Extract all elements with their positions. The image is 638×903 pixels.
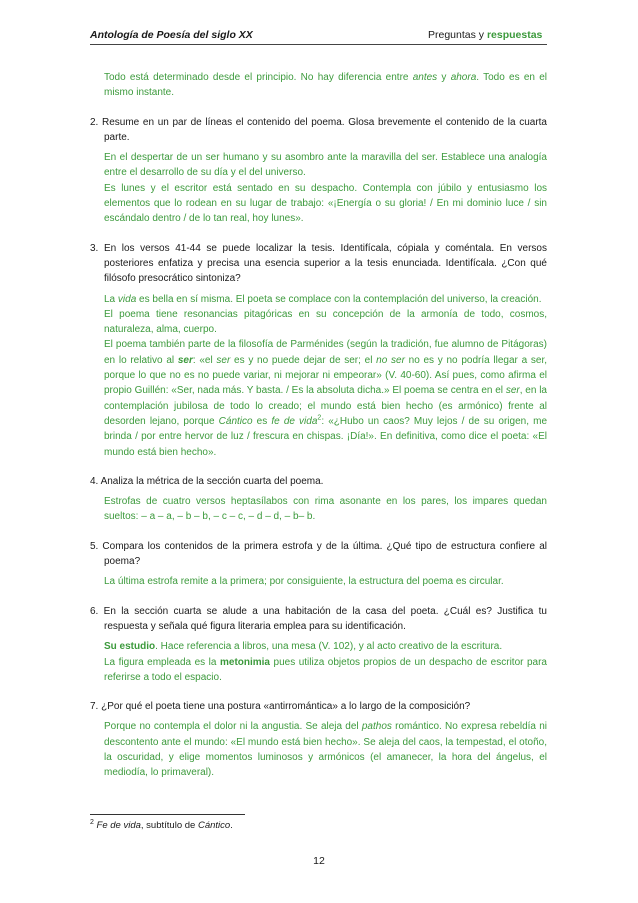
- answer-3-p3: [104, 337, 547, 459]
- answer-3-p2: El poema tiene resonancias pitagóricas en su concepción de la armonía de todo, cosmos, naturaleza, alma, cuerpo.: [104, 308, 547, 336]
- text-run: antes: [412, 72, 438, 83]
- text-run: romántico. No expresa rebeldía ni descontento ante el mundo: «El mundo está bien hecho». Se aleja del caos, la tempestad, el otoño, la oscuridad, y elige momentos luminosos y armónicos (el amanecer, la hora del ángelus, el mediodía, lo primaveral).: [104, 721, 547, 779]
- text-run: , en la contemplación jubilosa de todo lo creado; el mundo está bien hecho (es armónico) frente al desorden lejano, porque: [104, 385, 547, 427]
- text-run: no es y no podría llegar a ser, porque lo que no es no puede variar, ni mejorar ni empeorar» (V. 40-60). Así pues, como afirma el propio Guillén: «Ser, nada más. Y basta. / Es la absoluta dicha.» El poema se centra en el: [104, 354, 548, 397]
- answer-2: [90, 150, 547, 226]
- footnote-divider: [90, 814, 245, 815]
- text-run: Todo está determinado desde el principio. No hay diferencia entre: [104, 72, 413, 83]
- question-4: 4. Analiza la métrica de la sección cuarta del poema.: [90, 475, 324, 487]
- text-run: pathos: [361, 721, 392, 733]
- text-run: es y no puede dejar de ser; el: [230, 354, 377, 366]
- answer-2-p1: En el despertar de un ser humano y su asombro ante la maravilla del ser. Establece una analogía entre el desarrollo de su día y el del universo.: [104, 152, 547, 179]
- text-run: , subtítulo de: [140, 820, 198, 831]
- answer-6-p2: [104, 655, 547, 686]
- text-run: La figura empleada es la: [104, 656, 220, 668]
- page-content: [90, 70, 547, 795]
- text-run: .: [230, 820, 233, 831]
- text-run: : «¿Hubo un caos? Muy lejos / de su origen, me brinda / por entre hervor de luz / frescura en chispas. ¡Día!». En definitiva, como dice el poeta: «El mundo está bien hecho».: [104, 415, 548, 458]
- question-6: 6. En la sección cuarta se alude a una habitación de la casa del poeta. ¿Cuál es? Justifica tu respuesta y señala qué figura literaria emplea para su identificación.: [90, 605, 547, 632]
- page-number: 12: [313, 855, 325, 867]
- page-header: [90, 28, 547, 45]
- text-run: ser: [177, 354, 193, 366]
- text-run: es bella en sí misma. El poeta se complace con la contemplación del universo, la creación.: [136, 293, 542, 305]
- text-run: El poema también parte de la filosofía de Parménides (según la tradición, fue alumno de Pitágoras) en lo relativo al: [104, 339, 547, 366]
- text-run: . Hace referencia a libros, una mesa (V. 102), y al acto creativo de la escritura.: [155, 641, 503, 653]
- text-run: pues utiliza objetos propios de un despacho de escritor para referirse a todo el espacio.: [104, 656, 547, 683]
- answer-7: [90, 719, 547, 780]
- answer-4-text: Estrofas de cuatro versos heptasílabos con rima asonante en los pares, los impares quedan sueltos: – a – a, – b – b, – c – c, – d – d, – b– b.: [104, 496, 547, 523]
- text-run: La: [104, 293, 118, 305]
- question-2: 2. Resume en un par de líneas el contenido del poema. Glosa brevemente el contenido de la cuarta parte.: [90, 116, 547, 143]
- text-run: Fe de vida: [93, 820, 141, 831]
- footnote: [90, 820, 547, 832]
- text-run: Porque no contempla el dolor ni la angustia. Se aleja del: [104, 721, 362, 733]
- header-section-prefix: Preguntas y: [428, 29, 487, 41]
- header-section: [428, 28, 542, 42]
- answer-5-text: La última estrofa remite a la primera; por consiguiente, la estructura del poema es circular.: [104, 576, 504, 588]
- answer-7-text: [104, 719, 547, 780]
- text-run: vida: [117, 293, 137, 305]
- text-run: ser: [216, 354, 231, 366]
- text-run: ahora: [450, 72, 477, 83]
- answer-3-p1: [104, 292, 547, 307]
- text-run: es: [252, 415, 272, 427]
- answer-2-p2: Es lunes y el escritor está sentado en su despacho. Contempla con júbilo y entusiasmo los elementos que lo rodean en su lugar de trabajo: «¡Energía o su gloria! / En mi dominio luce / sin escándalo dentro / de lo tan real, hoy lunes».: [104, 182, 547, 225]
- header-section-accent: respuestas: [486, 29, 543, 41]
- answer-6-p1: [104, 639, 547, 654]
- text-run: ser: [505, 385, 520, 397]
- text-run: : «el: [192, 354, 217, 366]
- text-run: Cántico: [218, 415, 253, 427]
- footnote-number: 2: [90, 818, 94, 826]
- question-3: 3. En los versos 41-44 se puede localizar la tesis. Identifícala, cópiala y coméntala. En versos posteriores enfatiza y precisa una esencia superior a la tesis enunciada. Identifícala. ¿Con qué filósofo presocrático sintoniza?: [90, 242, 547, 285]
- text-run: y: [437, 72, 451, 83]
- text-run: fe de vida: [271, 415, 318, 427]
- text-run: metonimia: [219, 656, 270, 668]
- answer-5: [90, 574, 547, 589]
- question-7: 7. ¿Por qué el poeta tiene una postura «antirromántica» a lo largo de la composición?: [90, 701, 471, 713]
- text-run: no ser: [376, 354, 405, 366]
- text-run: Su estudio: [104, 641, 156, 653]
- header-title: Antología de Poesía del siglo XX: [90, 29, 253, 41]
- answer-3: [90, 292, 547, 460]
- text-run: . Todo es en el mismo instante.: [104, 72, 547, 99]
- answer-6: [90, 639, 547, 685]
- question-5: 5. Compara los contenidos de la primera estrofa y de la última. ¿Qué tipo de estructura confiere al poema?: [90, 540, 547, 568]
- intro-answer: [90, 70, 547, 101]
- footnote-ref[interactable]: 2: [317, 414, 322, 422]
- answer-4: [90, 494, 547, 525]
- text-run: Cántico: [197, 820, 231, 831]
